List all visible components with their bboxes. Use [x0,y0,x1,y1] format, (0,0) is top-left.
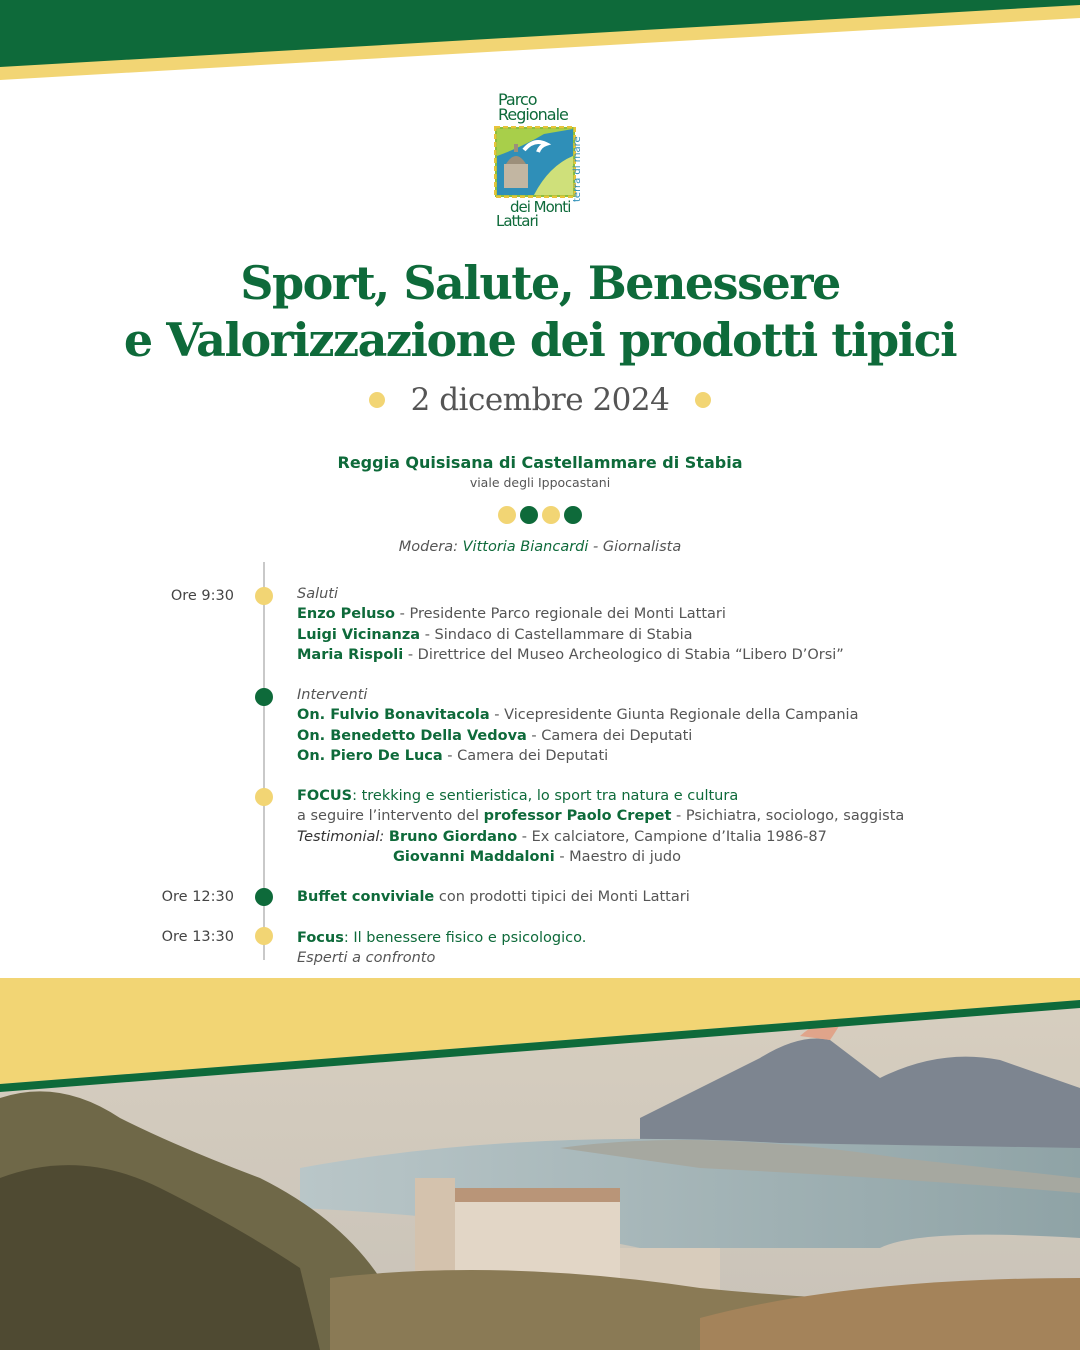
divider-dot-3 [542,506,560,524]
testimonial-role: - Maestro di judo [554,848,681,865]
testimonial-name: Bruno Giordano [388,828,518,845]
moderator-line [0,539,1080,555]
focus-row [297,786,904,806]
divider-dot-2 [520,506,538,524]
speaker-row [297,604,844,624]
bottom-banner [0,978,1080,1098]
moderator-name: Vittoria Biancardi [462,539,589,555]
buffet-label: Buffet conviviale [297,889,435,905]
focus2-subtitle: Esperti a confronto [297,950,436,967]
testimonial-row [297,847,904,867]
logo-emblem [494,126,576,198]
speaker-role: - Direttrice del Museo Archeologico di Stabia “Libero D’Orsi” [403,646,844,663]
speaker-name: On. Fulvio Bonavitacola [297,707,490,724]
speaker-role: - Camera dei Deputati [526,727,693,744]
logo-text-bottom [496,200,570,228]
speaker-role: - Sindaco di Castellammare di Stabia [420,626,693,643]
testimonial-label: Testimonial: [297,828,385,845]
dots-divider [0,506,1080,524]
slot2-heading: Interventi [297,687,368,703]
timeline-dot-5 [255,927,273,945]
focus2-label: Focus [297,930,344,946]
date-dot-right [695,392,711,408]
speaker-row [297,705,858,725]
focus2-text: : Il benessere fisico e psicologico. [343,930,587,946]
focus2-row [297,928,586,948]
logo-text-top [498,92,568,122]
program-slot-3 [297,786,904,867]
timeline-dot-4 [255,888,273,906]
speaker-role: - Vicepresidente Giunta Regionale della Campania [489,707,859,724]
testimonial-name: Giovanni Maddaloni [393,848,555,865]
timeline-dot-3 [255,788,273,806]
program-slot-5 [297,928,586,969]
top-banner [0,0,1080,90]
moderator-role: - Giornalista [593,539,682,555]
speaker-name: Luigi Vicinanza [297,626,421,643]
timeline-dot-1 [255,587,273,605]
venue-address: viale degli Ippocastani [469,475,611,490]
testimonial-row [297,827,904,847]
divider-dot-1 [498,506,516,524]
venue-name: Reggia Quisisana di Castellammare di Stabia [337,453,743,472]
date-dot-left [369,392,385,408]
moderator-label: Modera: [398,539,459,555]
speaker-name: Enzo Peluso [297,606,396,623]
title-line1: Sport, Salute, Benessere [240,256,840,310]
time-slot-5: Ore 13:30 [161,929,234,945]
guest-name: professor Paolo Crepet [483,808,672,825]
date-row [0,378,1080,422]
divider-dot-4 [564,506,582,524]
timeline-dot-2 [255,688,273,706]
speaker-name: Maria Rispoli [297,646,404,663]
testimonial-role: - Ex calciatore, Campione d’Italia 1986-87 [517,828,827,845]
slot1-heading: Saluti [297,586,339,602]
time-slot-4: Ore 12:30 [161,889,234,905]
logo-tagline: terra di mare [572,136,583,202]
speaker-row [297,746,858,766]
speaker-row [297,645,844,665]
speaker-role: - Presidente Parco regionale dei Monti Lattari [395,606,726,623]
focus-text: : trekking e sentieristica, lo sport tra natura e cultura [352,788,739,804]
title-line2: e Valorizzazione dei prodotti tipici [123,313,957,367]
guest-intro: a seguire l’intervento del [297,808,484,825]
buffet-text: con prodotti tipici dei Monti Lattari [434,889,690,905]
guest-row [297,806,904,826]
speaker-row [297,726,858,746]
park-logo [490,92,590,234]
speaker-name: On. Benedetto Della Vedova [297,727,527,744]
logo-line4: Lattari [496,212,538,230]
logo-line3: dei Monti [510,198,571,216]
speaker-row [297,625,844,645]
focus-label: FOCUS [297,788,353,804]
speaker-name: On. Piero De Luca [297,747,443,764]
speaker-role: - Camera dei Deputati [442,747,609,764]
logo-line2: Regionale [498,105,568,124]
guest-role: - Psichiatra, sociologo, saggista [671,808,905,825]
logo-line1: Parco [498,90,537,109]
program-slot-4 [297,887,690,907]
program-slot-1 [297,584,844,665]
time-slot-1: Ore 9:30 [170,588,234,604]
event-date: 2 dicembre 2024 [410,382,670,418]
program-slot-2 [297,685,858,766]
